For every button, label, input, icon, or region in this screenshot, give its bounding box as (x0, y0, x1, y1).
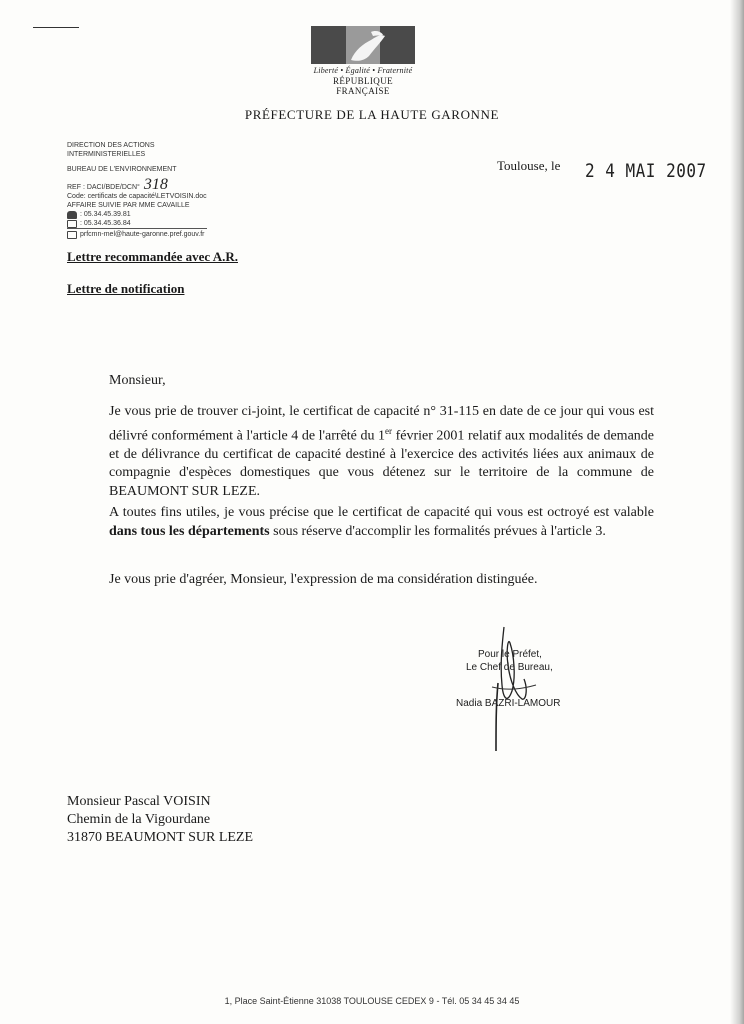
recipient-city: 31870 BEAUMONT SUR LEZE (67, 830, 254, 845)
bureau: BUREAU DE L'ENVIRONNEMENT (67, 166, 177, 173)
republic-name: RÉPUBLIQUE FRANÇAISE (333, 76, 393, 96)
direction-line2: INTERMINISTERIELLES (67, 151, 146, 158)
prefecture-title: PRÉFECTURE DE LA HAUTE GARONNE (244, 107, 500, 122)
phone-row (67, 210, 207, 219)
paragraph-2-part-b: sous réserve d'accomplir les formalités prévues à l'article 3. (269, 523, 606, 539)
paragraph-2 (109, 504, 654, 541)
handwritten-signature-icon (452, 625, 572, 755)
place-date: Toulouse, le (497, 158, 561, 173)
fax-number: : 05.34.45.36.84 (80, 220, 131, 227)
marianne-flag-icon (311, 26, 415, 64)
heading-notification: Lettre de notification (67, 281, 185, 296)
phone-icon (67, 211, 77, 219)
paragraph-2-bold: dans tous les départements (109, 523, 270, 539)
scan-edge-shadow (730, 0, 744, 1024)
affaire-suivie: AFFAIRE SUIVIE PAR MME CAVAILLE (67, 202, 190, 209)
fax-row (67, 219, 207, 228)
paragraph-1-part-b: février 2001 relatif aux modalités de demande et de délivrance du certificat de capacité destiné à l'exercice des activités liées aux animaux de compagnie d'espèces domestiques que vous détenez sur le territoire de la commune de BEAUMONT SUR LEZE. (109, 428, 654, 499)
fax-icon (67, 220, 77, 228)
date-stamp: 2 4 MAI 2007 (585, 159, 707, 182)
recipient-address (67, 793, 253, 847)
recipient-name: Monsieur Pascal VOISIN (67, 794, 211, 809)
reference-line (67, 176, 207, 193)
paragraph-1-superscript: er (385, 425, 393, 436)
reference-number: 318 (143, 176, 168, 193)
envelope-icon (67, 231, 77, 239)
signature-line1: Pour le Préfet, (478, 649, 542, 660)
footer-address: 1, Place Saint-Étienne 31038 TOULOUSE CEDEX 9 - Tél. 05 34 45 34 45 (224, 996, 520, 1006)
paragraph-2-part-a: A toutes fins utiles, je vous précise que le certificat de capacité qui vous est octroyé est valable (109, 505, 654, 520)
scan-mark (33, 27, 79, 28)
reference-label: REF : DACI/BDE/DCN° (67, 184, 140, 191)
direction-line1: DIRECTION DES ACTIONS (67, 142, 155, 149)
motto: Liberté • Égalité • Fraternité (313, 66, 413, 75)
phone-number: : 05.34.45.39.81 (80, 211, 131, 218)
email-row (67, 228, 207, 239)
sender-block (67, 141, 207, 239)
heading-recommandee: Lettre recommandée avec A.R. (67, 249, 238, 264)
salutation: Monsieur, (109, 373, 166, 388)
marianne-logo (311, 26, 415, 96)
paragraph-1-part-a: Je vous prie de trouver ci-joint, le certificat de capacité n° 31-115 en date de ce jour qui vous est délivré conformément à l'article 4 de l'arrêté du 1 (109, 404, 654, 444)
signature-line2: Le Chef de Bureau, (466, 662, 553, 673)
paragraph-1 (109, 403, 654, 501)
recipient-street: Chemin de la Vigourdane (67, 812, 211, 827)
signatory-name: Nadia BAZRI-LAMOUR (456, 698, 561, 709)
email-address: prfcmn-mel@haute-garonne.pref.gouv.fr (80, 231, 205, 238)
signature-block (452, 625, 572, 755)
document-code: Code: certificats de capacité\LETVOISIN.doc (67, 193, 207, 200)
paragraph-3: Je vous prie d'agréer, Monsieur, l'expression de ma considération distinguée. (109, 572, 538, 587)
